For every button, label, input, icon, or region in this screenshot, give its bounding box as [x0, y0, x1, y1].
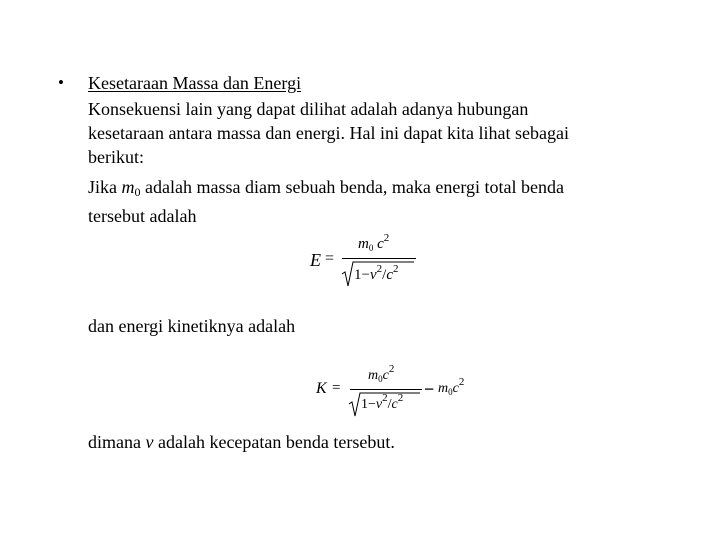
eq2-minus: −: [424, 379, 435, 399]
eq2-rest-energy: [438, 376, 465, 397]
intro-line-2: kesetaraan antara massa dan energi. Hal ini dapat kita lihat sebagai: [88, 123, 569, 143]
eq1-den-v: v: [369, 267, 377, 283]
eq2-den-c-exp: 2: [397, 392, 404, 404]
eq1-den-v-exp: 2: [376, 263, 383, 275]
eq2-den-v-exp: 2: [382, 392, 388, 404]
eq2-denominator: [361, 392, 404, 413]
rest-mass-subscript: 0: [134, 185, 141, 199]
eq2-lhs: K: [316, 380, 327, 397]
rest-mass-line-2: tersebut adalah: [88, 206, 197, 226]
eq2-den-c: c: [391, 397, 398, 412]
eq1-num-sub: 0: [368, 243, 374, 253]
velocity-prefix: dimana: [88, 432, 146, 452]
intro-paragraph: [88, 97, 569, 169]
rest-mass-line-1: [88, 175, 564, 204]
eq1-num-c: c: [377, 236, 384, 252]
eq2-rest-m: m: [438, 381, 449, 396]
eq1-num-m: m: [358, 236, 369, 252]
eq2-equals: =: [332, 380, 341, 396]
rest-mass-paragraph: [88, 175, 564, 228]
eq2-den-one: 1: [361, 397, 368, 412]
rest-mass-symbol: m: [121, 177, 135, 197]
eq2-rest-c: c: [452, 381, 459, 396]
intro-line-3: berikut:: [88, 147, 144, 167]
intro-line-1: Konsekuensi lain yang dapat dilihat adalah adanya hubungan: [88, 99, 529, 119]
rest-mass-prefix: Jika: [88, 177, 122, 197]
eq1-den-one: 1: [354, 267, 362, 283]
rest-mass-suffix: adalah massa diam sebuah benda, maka energi total benda: [140, 177, 565, 197]
velocity-paragraph: [88, 430, 395, 454]
eq2-num-m: m: [368, 368, 379, 383]
velocity-suffix: adalah kecepatan benda tersebut.: [153, 432, 395, 452]
eq2-den-slash: /: [387, 397, 392, 412]
eq2-num-c: c: [382, 368, 389, 383]
total-energy-equation: [310, 234, 420, 294]
eq1-equals: =: [325, 250, 335, 267]
kinetic-energy-equation: [316, 363, 476, 422]
eq1-num-exp: 2: [383, 232, 390, 244]
eq1-denominator: [354, 263, 399, 284]
kinetic-intro-paragraph: dan energi kinetiknya adalah: [88, 316, 296, 336]
eq1-lhs: E: [310, 250, 321, 270]
section-heading: Kesetaraan Massa dan Energi: [88, 73, 302, 93]
eq2-num-exp: 2: [388, 363, 395, 375]
eq2-rest-exp: 2: [458, 376, 465, 388]
bullet-marker: •: [58, 73, 64, 92]
eq1-den-c-exp: 2: [392, 263, 399, 275]
eq2-den-minus: −: [368, 397, 376, 412]
eq2-num-sub: 0: [378, 374, 383, 384]
eq1-radical-sign: [310, 234, 420, 294]
eq1-den-minus: −: [361, 267, 370, 283]
eq2-den-v: v: [375, 397, 383, 412]
eq1-den-c: c: [386, 267, 393, 283]
eq2-rest-sub: 0: [448, 387, 453, 397]
velocity-symbol: v: [145, 432, 154, 452]
eq1-den-slash: /: [382, 267, 387, 283]
